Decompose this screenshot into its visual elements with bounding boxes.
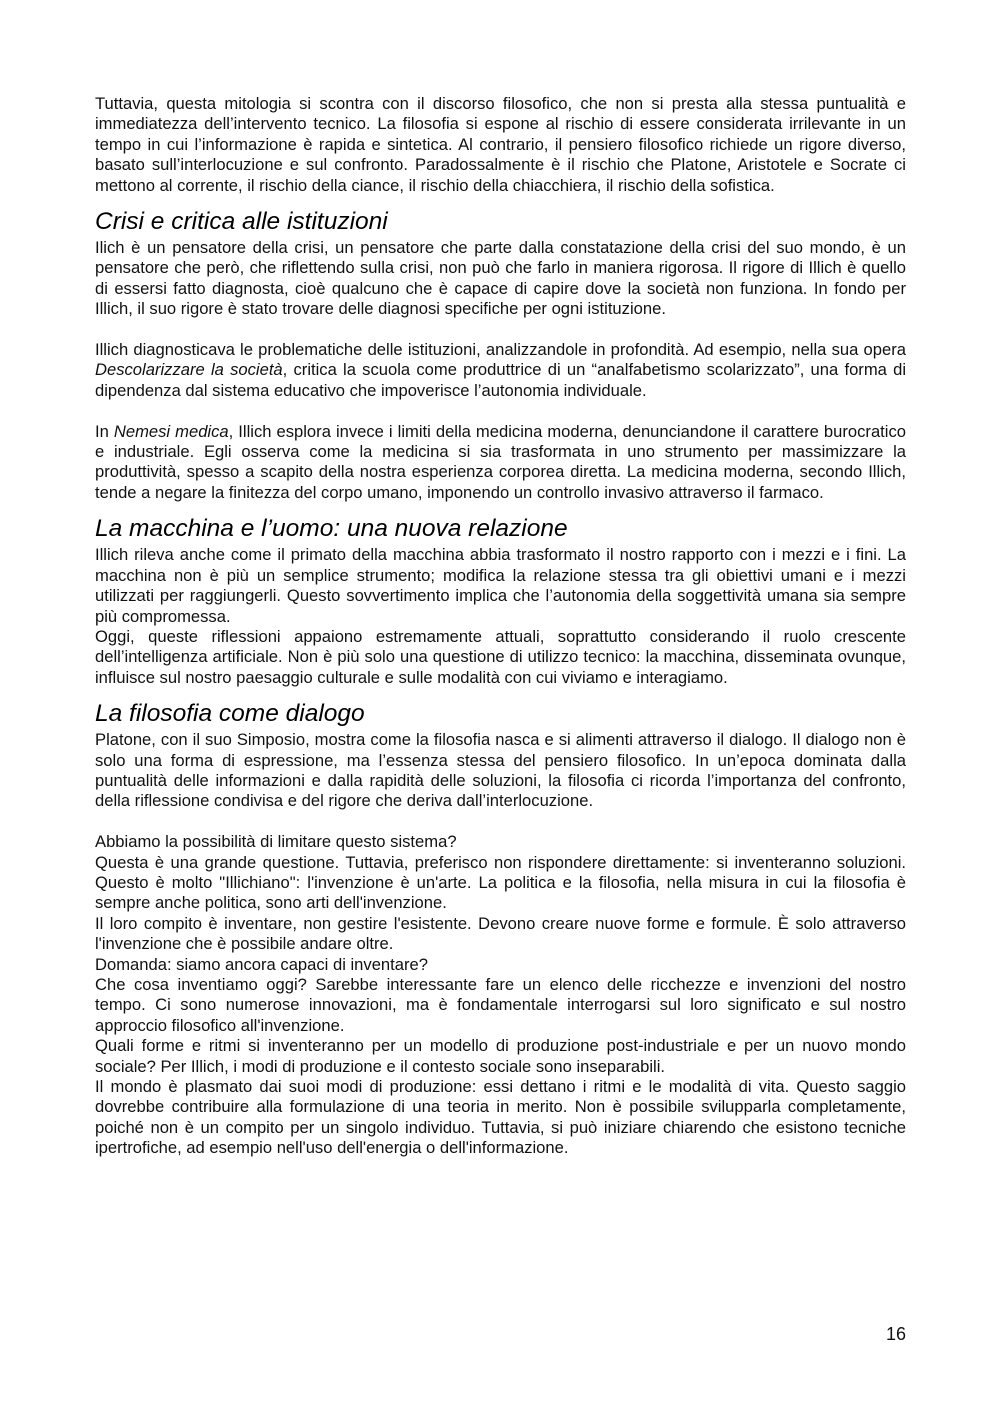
intro-paragraph: Tuttavia, questa mitologia si scontra con il discorso filosofico, che non si presta alla stessa puntualità e immediatezza dell’intervento tecnico. La filosofia si espone al rischio di essere considerata irrilevante in un tempo in cui l’informazione è rapida e sintetica. Al contrario, il pensiero filosofico richiede un rigore diverso, basato sull’interlocuzione e sul confronto. Paradossalmente è il rischio che Platone, Aristotele e Socrate ci mettono al corrente, il rischio della ciance, il rischio della chiacchiera, il rischio della sofistica. (95, 94, 906, 195)
paragraph: Oggi, queste riflessioni appaiono estremamente attuali, soprattutto considerando il ruolo crescente dell’intelligenza artificiale. Non è più solo una questione di utilizzo tecnico: la macchina, disseminata ovunque, influisce sul nostro paesaggio culturale e sulle modalità con cui viviamo e interagiamo. (95, 626, 906, 687)
book-title: Descolarizzare la società (95, 360, 283, 380)
section-heading-dialogo: La filosofia come dialogo (95, 700, 365, 728)
paragraph: Ilich è un pensatore della crisi, un pensatore che parte dalla constatazione della crisi del suo mondo, è un pensatore che però, che riflettendo sulla crisi, non può che farlo in maniera rigorosa. Il rigore di Illich è quello di essersi fatto diagnosta, cioè qualcuno che è capace di capire dove la società non funziona. In fondo per Illich, il suo rigore è stato trovare delle diagnosi specifiche per ogni istituzione. (95, 238, 906, 319)
section-heading-macchina: La macchina e l’uomo: una nuova relazione (95, 515, 568, 543)
book-title: Nemesi medica (113, 421, 229, 441)
paragraph: Platone, con il suo Simposio, mostra come la filosofia nasca e si alimenti attraverso il dialogo. Il dialogo non è solo una forma di espressione, ma l’essenza stessa del pensiero filosofico. In un’epoca dominata dalla puntualità delle informazioni e dalla rapidità delle soluzioni, la filosofia ci ricorda l’importanza del confronto, della riflessione condivisa e del rigore che deriva dall’interlocuzione. (95, 730, 906, 811)
paragraph-text: In (95, 421, 114, 441)
page-body (95, 94, 906, 1159)
page-number: 16 (885, 1324, 906, 1344)
paragraph: Che cosa inventiamo oggi? Sarebbe interessante fare un elenco delle ricchezze e invenzioni del nostro tempo. Ci sono numerose innovazioni, ma è fondamentale interrogarsi sul loro significato e sul nostro approccio filosofico all'invenzione. (95, 974, 906, 1035)
paragraph: Illich rileva anche come il primato della macchina abbia trasformato il nostro rapporto con i mezzi e i fini. La macchina non è più un semplice strumento; modifica la relazione stessa tra gli obiettivi umani e i mezzi utilizzati per raggiungerli. Questo sovvertimento implica che l’autonomia della soggettività umana sia sempre più compromessa. (95, 545, 906, 626)
section-heading-crisi: Crisi e critica alle istituzioni (95, 208, 388, 236)
paragraph (95, 422, 906, 504)
question-line: Domanda: siamo ancora capaci di inventare? (95, 954, 428, 974)
question-line: Abbiamo la possibilità di limitare questo sistema? (95, 832, 457, 852)
paragraph: Il loro compito è inventare, non gestire l'esistente. Devono creare nuove forme e formule. È solo attraverso l'invenzione che è possibile andare oltre. (95, 913, 906, 954)
paragraph: Il mondo è plasmato dai suoi modi di produzione: essi dettano i ritmi e le modalità di vita. Questo saggio dovrebbe contribuire alla formulazione di una teoria in merito. Non è possibile svilupparla completamente, poiché non è un compito per un singolo individuo. Tuttavia, si può iniziare chiarendo che esistono tecniche ipertrofiche, ad esempio nell'uso dell'energia o dell'informazione. (95, 1077, 906, 1158)
paragraph: Questa è una grande questione. Tuttavia, preferisco non rispondere direttamente: si inventeranno soluzioni. Questo è molto "Illichiano": l'invenzione è un'arte. La politica e la filosofia, nella misura in cui la filosofia è sempre anche politica, sono arti dell'invenzione. (95, 852, 906, 913)
paragraph-text: Illich diagnosticava le problematiche delle istituzioni, analizzandole in profondità. Ad esempio, nella sua opera (95, 340, 906, 360)
paragraph (95, 340, 906, 401)
paragraph-text: , Illich esplora invece i limiti della medicina moderna, denunciandone il carattere burocratico e industriale. Egli osserva come la medicina si sia trasformata in uno strumento per massimizzare la produttività, spesso a scapito della nostra esperienza corporea diretta. La medicina moderna, secondo Illich, tende a negare la finitezza del corpo umano, imponendo un controllo invasivo attraverso il farmaco. (95, 421, 906, 502)
paragraph: Quali forme e ritmi si inventeranno per un modello di produzione post-industriale e per un nuovo mondo sociale? Per Illich, i modi di produzione e il contesto sociale sono inseparabili. (95, 1036, 906, 1076)
paragraph-text: , critica la scuola come produttrice di un “analfabetismo scolarizzato”, una forma di dipendenza dal sistema educativo che impoverisce l’autonomia individuale. (95, 360, 907, 400)
